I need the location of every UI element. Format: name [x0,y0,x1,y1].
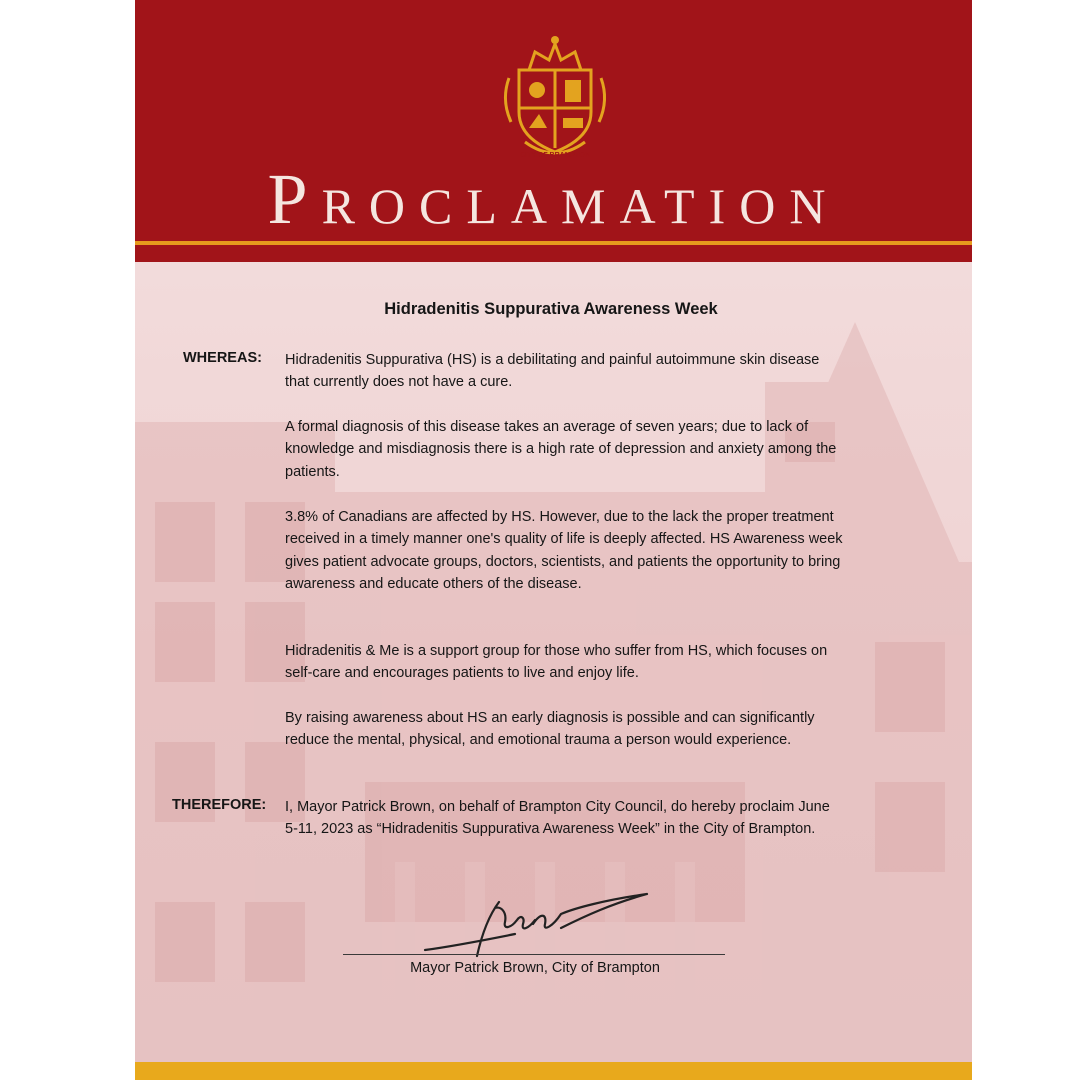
whereas-paragraph-5: By raising awareness about HS an early diagnosis is possible and can significantly reduce the mental, physical, and emotional trauma a person would experience. [285,710,815,749]
therefore-paragraph: I, Mayor Patrick Brown, on behalf of Brampton City Council, do hereby proclaim June 5-11, 2023 as “Hidradenitis Suppurativa Awareness Week” in the City of Brampton. [285,799,830,838]
whereas-paragraph-3: 3.8% of Canadians are affected by HS. However, due to the lack the proper treatment received in a timely manner one's quality of life is deeply affected. HS Awareness week gives patient advocate groups, doctors, scientists, and patients the opportunity to bring awareness and educate others of the disease. [285,509,843,592]
crest-text: CITY OF BRAMPTON [520,152,590,159]
document-body [135,0,972,1080]
whereas-paragraph-4: Hidradenitis & Me is a support group for those who suffer from HS, which focuses on self-care and encourages patients to live and enjoy life. [285,643,828,682]
footer-accent-bar [135,1062,972,1080]
mayor-signature [415,888,655,968]
whereas-paragraph-2: A formal diagnosis of this disease takes an average of seven years; due to lack of knowledge and misdiagnosis there is a high rate of depression and anxiety among the patients. [285,419,837,480]
proclamation-heading: Proclamation [267,159,840,239]
therefore-label: THEREFORE: [172,797,267,813]
signature-line [343,954,725,955]
proclamation-document [135,0,972,1080]
signature-caption: Mayor Patrick Brown, City of Brampton [410,960,660,976]
document-title: Hidradenitis Suppurativa Awareness Week [384,300,718,318]
whereas-paragraph-1: Hidradenitis Suppurativa (HS) is a debilitating and painful autoimmune skin disease that currently does not have a cure. [285,352,820,391]
whereas-label: WHEREAS: [183,350,262,366]
